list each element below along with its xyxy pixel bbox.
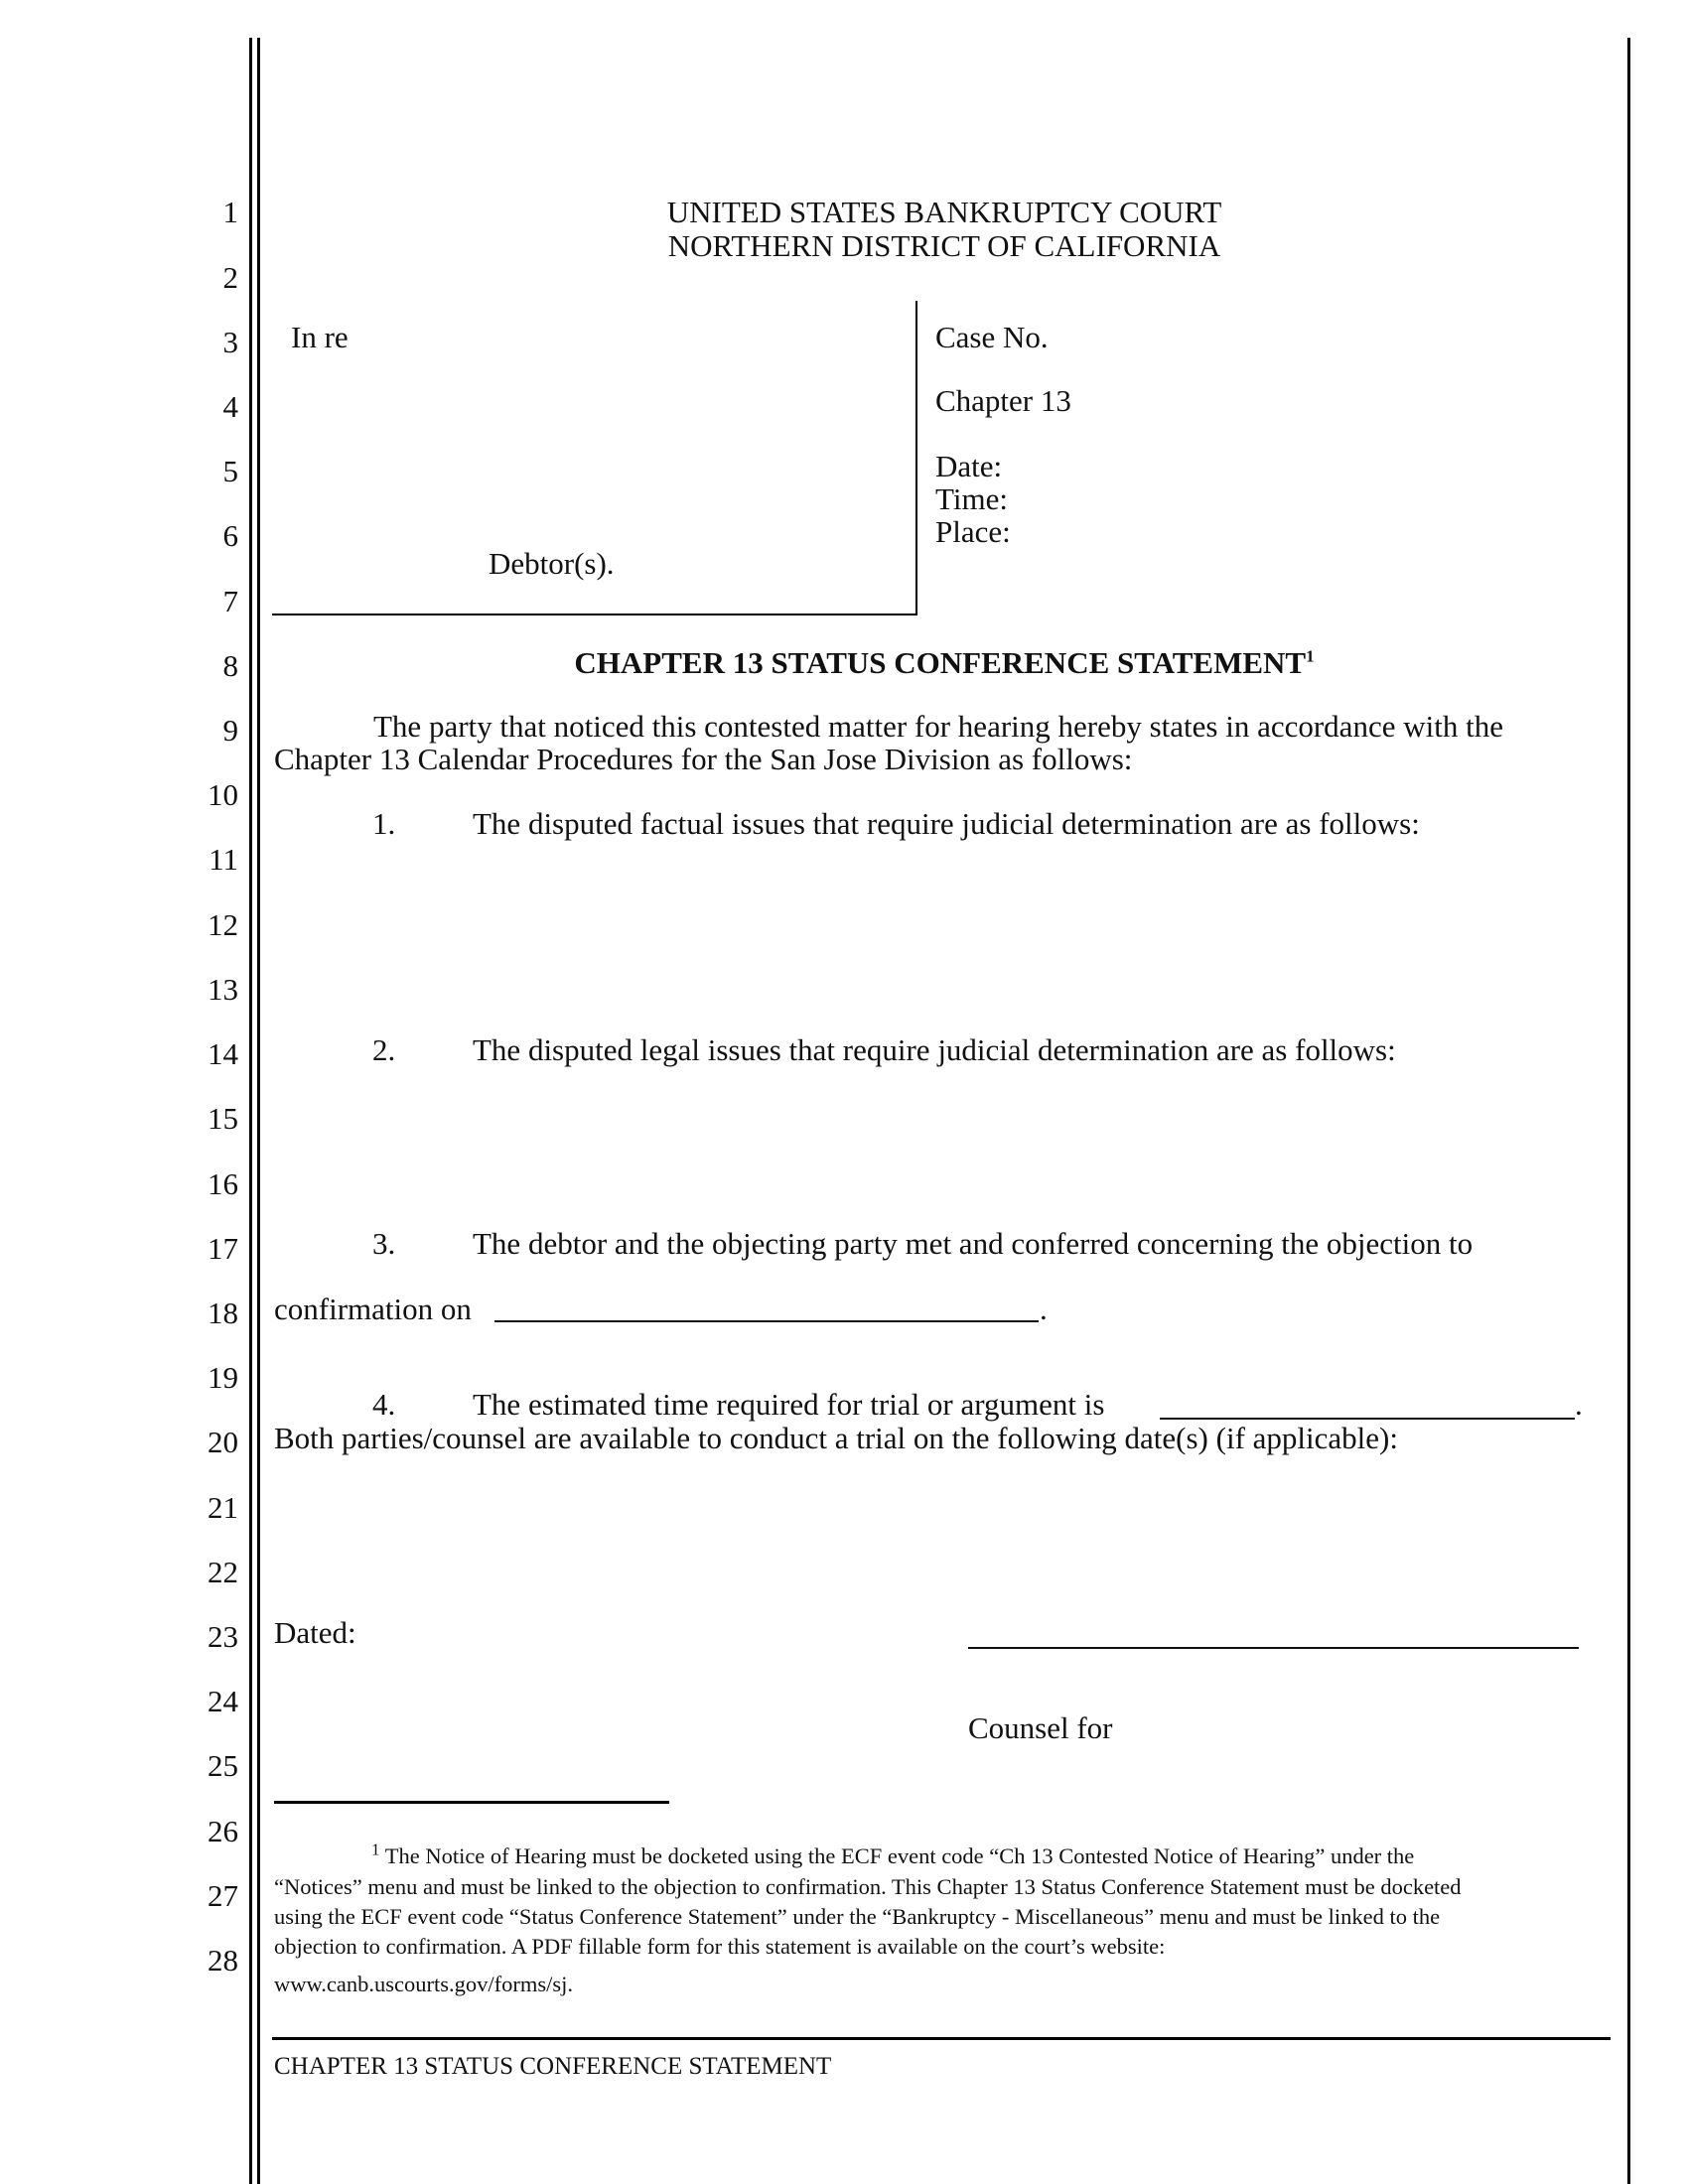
chapter-label: Chapter 13 [935, 383, 1071, 418]
line-number: 26 [208, 1814, 238, 1848]
counsel-for-label: Counsel for [968, 1710, 1113, 1745]
left-margin-rule-inner [257, 38, 260, 2184]
time-label: Time: [935, 481, 1008, 516]
line-number: 21 [208, 1490, 238, 1525]
footnote-line-5: www.canb.uscourts.gov/forms/sj. [274, 1972, 574, 1996]
line-number: 16 [208, 1166, 238, 1201]
line-number: 18 [208, 1296, 238, 1330]
line-number: 8 [222, 648, 238, 683]
footnote-text: The Notice of Hearing must be docketed using the ECF event code “Ch 13 Contested Notice of Hearing” under the [384, 1843, 1415, 1868]
item-4-text: The estimated time required for trial or argument is [473, 1387, 1105, 1422]
footer-rule [272, 2037, 1611, 2040]
item-3-continuation: confirmation on [274, 1292, 472, 1326]
title-text: CHAPTER 13 STATUS CONFERENCE STATEMENT [574, 645, 1307, 680]
document-title [274, 645, 1615, 681]
line-number: 25 [208, 1748, 238, 1783]
line-number: 4 [222, 389, 238, 424]
court-name: UNITED STATES BANKRUPTCY COURT [666, 195, 1222, 229]
line-number: 11 [209, 842, 238, 877]
in-re-label: In re [291, 320, 349, 354]
item-4-number: 4. [372, 1387, 396, 1422]
line-number: 17 [208, 1231, 238, 1266]
date-label: Date: [935, 449, 1003, 483]
item-3-period: . [1040, 1292, 1048, 1326]
line-number: 28 [208, 1943, 238, 1978]
line-number: 12 [208, 907, 238, 942]
line-number: 19 [208, 1360, 238, 1395]
line-number: 27 [208, 1878, 238, 1913]
signature-line[interactable] [968, 1647, 1579, 1649]
footnote-ref: 1 [1306, 646, 1315, 666]
footnote-separator [274, 1801, 669, 1804]
item-4-period: . [1575, 1387, 1583, 1422]
intro-line-1: The party that noticed this contested matter for hearing hereby states in accordance with the [373, 709, 1503, 744]
right-margin-rule [1627, 38, 1630, 2184]
court-district: NORTHERN DISTRICT OF CALIFORNIA [667, 228, 1221, 263]
line-number: 15 [208, 1101, 238, 1136]
place-label: Place: [935, 514, 1011, 549]
item-1-text: The disputed factual issues that require judicial determination are as follows: [473, 806, 1420, 841]
item-3-number: 3. [372, 1226, 396, 1261]
line-number: 5 [222, 454, 238, 488]
footnote-line-3: using the ECF event code “Status Conference Statement” under the “Bankruptcy - Miscellaneous” menu and must be linked to the [274, 1904, 1441, 1929]
line-number: 13 [208, 972, 238, 1007]
item-2-text: The disputed legal issues that require judicial determination are as follows: [473, 1032, 1396, 1067]
line-number: 7 [222, 584, 238, 618]
footer-title: CHAPTER 13 STATUS CONFERENCE STATEMENT [274, 2053, 832, 2080]
caption-bottom-rule [272, 614, 917, 615]
line-number: 9 [222, 713, 238, 748]
item-2-number: 2. [372, 1032, 396, 1067]
item-3-text: The debtor and the objecting party met and conferred concerning the objection to [473, 1226, 1474, 1261]
caption-divider-rule [915, 301, 917, 615]
line-number: 10 [208, 777, 238, 812]
line-number: 6 [222, 518, 238, 553]
meet-confer-date-field[interactable] [494, 1320, 1039, 1322]
item-4-continuation: Both parties/counsel are available to conduct a trial on the following date(s) (if applicable): [274, 1421, 1398, 1455]
left-margin-rule-outer [249, 38, 252, 2184]
footnote-line-2: “Notices” menu and must be linked to the objection to confirmation. This Chapter 13 Status Conference Statement must be docketed [274, 1874, 1462, 1899]
estimated-time-field[interactable] [1160, 1418, 1575, 1420]
line-number: 3 [222, 325, 238, 359]
footnote-line-1 [371, 1842, 1414, 1871]
line-number: 2 [222, 260, 238, 295]
line-number: 22 [208, 1555, 238, 1589]
line-number: 1 [222, 195, 238, 229]
debtor-label: Debtor(s). [489, 546, 615, 581]
footnote-number: 1 [371, 1840, 380, 1859]
dated-label: Dated: [274, 1615, 356, 1650]
line-number: 20 [208, 1425, 238, 1459]
line-number: 24 [208, 1684, 238, 1718]
line-number: 14 [208, 1036, 238, 1071]
item-1-number: 1. [372, 806, 396, 841]
case-no-label: Case No. [935, 320, 1049, 354]
intro-line-2: Chapter 13 Calendar Procedures for the San Jose Division as follows: [274, 742, 1133, 776]
line-number: 23 [208, 1619, 238, 1654]
footnote-line-4: objection to confirmation. A PDF fillable form for this statement is available on the court’s website: [274, 1934, 1166, 1959]
